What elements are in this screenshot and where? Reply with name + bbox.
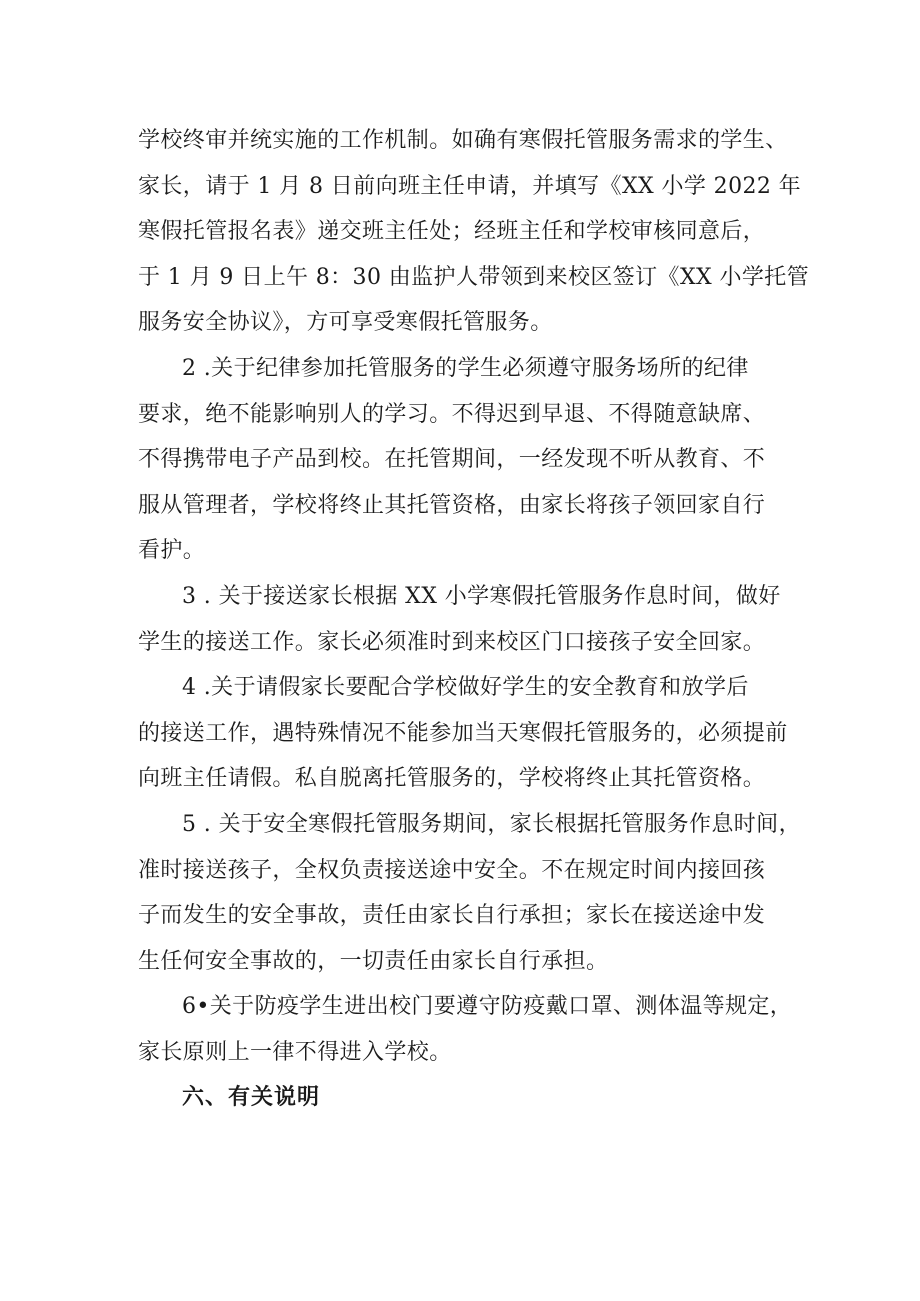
section-heading: 六、有关说明 bbox=[182, 1085, 321, 1111]
text-line: 子而发生的安全事故，责任由家长自行承担；家长在接送途中发 bbox=[138, 903, 766, 929]
text-line: 要求，绝不能影响别人的学习。不得迟到早退、不得随意缺席、 bbox=[138, 401, 766, 427]
paragraph-leave bbox=[138, 665, 798, 802]
text-line: 学生的接送工作。家长必须准时到来校区门口接孩子安全回家。 bbox=[138, 629, 766, 655]
text-line: 6•关于防疫学生进出校门要遵守防疫戴口罩、测体温等规定， bbox=[182, 994, 793, 1020]
document-body bbox=[138, 118, 810, 1121]
text-line: 4 .关于请假家长要配合学校做好学生的安全教育和放学后 bbox=[182, 675, 749, 701]
text-line: 寒假托管报名表》递交班主任处；经班主任和学校审核同意后， bbox=[138, 219, 766, 245]
text-line: 生任何安全事故的，一切责任由家长自行承担。 bbox=[138, 948, 609, 974]
text-line: 3 . 关于接送家长根据 XX 小学寒假托管服务作息时间，做好 bbox=[182, 583, 781, 609]
text-line: 5 . 关于安全寒假托管服务期间，家长根据托管服务作息时间， bbox=[182, 811, 801, 837]
text-line: 家长，请于 1 月 8 日前向班主任申请，并填写《XX 小学 2022 年 bbox=[138, 173, 802, 199]
paragraph-safety bbox=[138, 802, 801, 984]
text-line: 服务安全协议》，方可享受寒假托管服务。 bbox=[138, 310, 553, 336]
text-line: 不得携带电子产品到校。在托管期间，一经发现不听从教育、不 bbox=[138, 447, 766, 473]
text-line: 2 .关于纪律参加托管服务的学生必须遵守服务场所的纪律 bbox=[182, 355, 749, 381]
text-line: 看护。 bbox=[138, 538, 206, 564]
text-line: 学校终审并统实施的工作机制。如确有寒假托管服务需求的学生、 bbox=[138, 128, 788, 153]
text-line: 的接送工作，遇特殊情况不能参加当天寒假托管服务的，必须提前 bbox=[138, 720, 788, 746]
text-line: 准时接送孩子，全权负责接送途中安全。不在规定时间内接回孩 bbox=[138, 857, 766, 883]
text-line: 服从管理者，学校将终止其托管资格，由家长将孩子领回家自行 bbox=[138, 492, 766, 518]
text-line: 向班主任请假。私自脱离托管服务的，学校将终止其托管资格。 bbox=[138, 766, 766, 792]
paragraph-pickup bbox=[138, 574, 798, 665]
text-line: 于 1 月 9 日上午 8：30 由监护人带领到来校区签订《XX 小学托管 bbox=[138, 264, 810, 290]
paragraph-application bbox=[138, 118, 810, 346]
text-line: 家长原则上一律不得进入学校。 bbox=[138, 1039, 452, 1065]
paragraph-discipline bbox=[138, 346, 798, 574]
paragraph-epidemic bbox=[138, 984, 798, 1075]
